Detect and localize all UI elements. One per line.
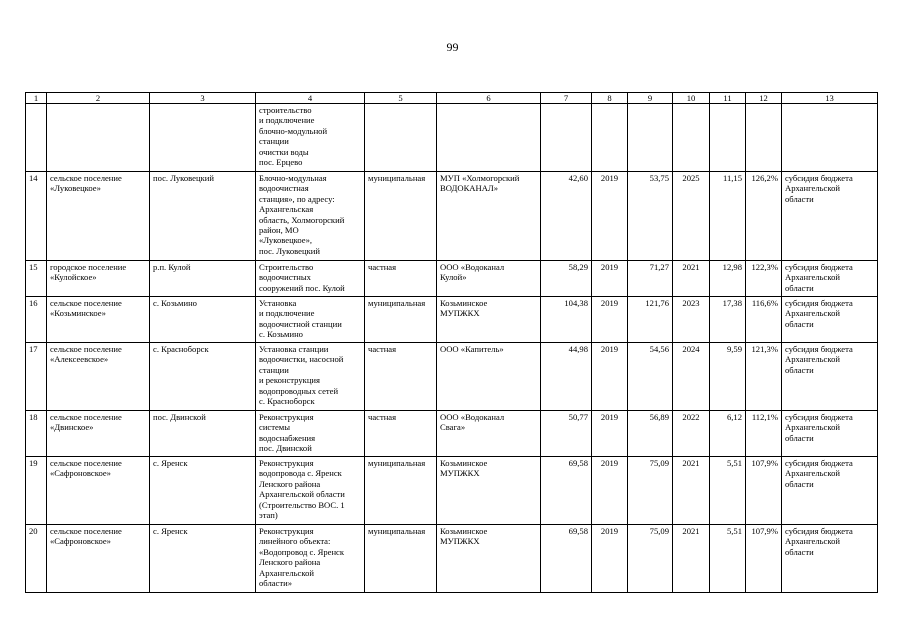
value-cell: 104,38 [541,297,592,343]
value-cell: 75,09 [628,525,673,593]
ownership-cell: муниципальная [365,172,437,261]
year-cell [673,104,710,172]
settlement-cell: сельское поселение «Козьминское» [47,297,150,343]
value-cell: 69,58 [541,525,592,593]
table-row [26,457,878,525]
percent-cell: 107,9% [746,525,782,593]
operator-cell: Козьминское МУПЖКХ [437,525,541,593]
value-cell: 5,51 [710,457,746,525]
settlement-cell: сельское поселение «Двинское» [47,411,150,457]
percent-cell: 116,6% [746,297,782,343]
column-header: 11 [710,93,746,104]
year-cell: 2021 [673,457,710,525]
column-header: 10 [673,93,710,104]
project-cell: Реконструкция линейного объекта: «Водопровод с. Яренск Ленского района Архангельской области» [256,525,365,593]
value-cell: 42,60 [541,172,592,261]
operator-cell: МУП «Холмогорский ВОДОКАНАЛ» [437,172,541,261]
operator-cell: Козьминское МУПЖКХ [437,297,541,343]
year-cell: 2021 [673,261,710,297]
column-header: 6 [437,93,541,104]
year-cell: 2019 [592,172,628,261]
value-cell: 71,27 [628,261,673,297]
value-cell: 121,76 [628,297,673,343]
locality-cell: с. Козьмино [150,297,256,343]
value-cell: 5,51 [710,525,746,593]
operator-cell: ООО «Капитель» [437,343,541,411]
percent-cell: 122,3% [746,261,782,297]
operator-cell: ООО «Водоканал Свага» [437,411,541,457]
project-cell: Реконструкция водопровода с. Яренск Ленского района Архангельской области (Строительство ВОС. 1 этап) [256,457,365,525]
funding-cell: субсидия бюджета Архангельской области [782,297,878,343]
settlement-cell: сельское поселение «Сафроновское» [47,457,150,525]
value-cell: 44,98 [541,343,592,411]
percent-cell: 126,2% [746,172,782,261]
column-header: 3 [150,93,256,104]
row-number: 20 [26,525,47,593]
year-cell: 2021 [673,525,710,593]
value-cell [710,104,746,172]
percent-cell: 112,1% [746,411,782,457]
table-row [26,297,878,343]
row-number: 16 [26,297,47,343]
year-cell: 2024 [673,343,710,411]
column-header: 7 [541,93,592,104]
year-cell: 2025 [673,172,710,261]
locality-cell: с. Яренск [150,525,256,593]
year-cell: 2019 [592,343,628,411]
value-cell: 6,12 [710,411,746,457]
value-cell: 53,75 [628,172,673,261]
column-header: 1 [26,93,47,104]
funding-cell: субсидия бюджета Архангельской области [782,261,878,297]
year-cell: 2019 [592,411,628,457]
operator-cell: ООО «Водоканал Кулой» [437,261,541,297]
value-cell: 17,38 [710,297,746,343]
funding-cell: субсидия бюджета Архангельской области [782,343,878,411]
funding-cell: субсидия бюджета Архангельской области [782,525,878,593]
project-cell: Реконструкция системы водоснабжения пос. Двинской [256,411,365,457]
page-number: 99 [446,40,459,54]
operator-cell [437,104,541,172]
year-cell: 2019 [592,525,628,593]
project-cell: Установка и подключение водоочистной станции с. Козьмино [256,297,365,343]
settlement-cell: сельское поселение «Луковецкое» [47,172,150,261]
data-table [25,92,878,593]
column-header: 4 [256,93,365,104]
year-cell [592,104,628,172]
project-cell: Строительство водоочистных сооружений пос. Кулой [256,261,365,297]
table-row [26,172,878,261]
column-header: 5 [365,93,437,104]
funding-cell: субсидия бюджета Архангельской области [782,172,878,261]
column-header: 2 [47,93,150,104]
year-cell: 2019 [592,297,628,343]
value-cell: 11,15 [710,172,746,261]
ownership-cell: частная [365,411,437,457]
locality-cell: р.п. Кулой [150,261,256,297]
value-cell: 56,89 [628,411,673,457]
project-cell: Установка станции водоочистки, насосной станции и реконструкция водопроводных сетей с. Красноборск [256,343,365,411]
ownership-cell: муниципальная [365,457,437,525]
row-number: 15 [26,261,47,297]
year-cell: 2022 [673,411,710,457]
locality-cell: с. Красноборск [150,343,256,411]
row-number [26,104,47,172]
project-cell: строительство и подключение блочно-модульной станции очистки воды пос. Ерцево [256,104,365,172]
ownership-cell [365,104,437,172]
value-cell [628,104,673,172]
table-row [26,343,878,411]
table-row [26,261,878,297]
project-cell: Блочно-модульная водоочистная станция», по адресу: Архангельская область, Холмогорский район, МО «Луковецкое», пос. Луковецкий [256,172,365,261]
column-header: 9 [628,93,673,104]
percent-cell [746,104,782,172]
value-cell: 50,77 [541,411,592,457]
settlement-cell: сельское поселение «Алексеевское» [47,343,150,411]
year-cell: 2019 [592,261,628,297]
locality-cell: пос. Двинской [150,411,256,457]
funding-cell [782,104,878,172]
ownership-cell: муниципальная [365,525,437,593]
value-cell: 75,09 [628,457,673,525]
row-number: 14 [26,172,47,261]
funding-cell: субсидия бюджета Архангельской области [782,411,878,457]
row-number: 18 [26,411,47,457]
header-row [26,93,878,104]
column-header: 13 [782,93,878,104]
percent-cell: 107,9% [746,457,782,525]
value-cell: 9,59 [710,343,746,411]
operator-cell: Козьминское МУПЖКХ [437,457,541,525]
locality-cell: пос. Луковецкий [150,172,256,261]
value-cell [541,104,592,172]
settlement-cell [47,104,150,172]
funding-cell: субсидия бюджета Архангельской области [782,457,878,525]
row-number: 17 [26,343,47,411]
value-cell: 69,58 [541,457,592,525]
locality-cell: с. Яренск [150,457,256,525]
table-row [26,411,878,457]
ownership-cell: частная [365,343,437,411]
value-cell: 12,98 [710,261,746,297]
value-cell: 58,29 [541,261,592,297]
row-number: 19 [26,457,47,525]
settlement-cell: сельское поселение «Сафроновское» [47,525,150,593]
percent-cell: 121,3% [746,343,782,411]
year-cell: 2023 [673,297,710,343]
year-cell: 2019 [592,457,628,525]
ownership-cell: частная [365,261,437,297]
settlement-cell: городское поселение «Кулойское» [47,261,150,297]
locality-cell [150,104,256,172]
table-row [26,525,878,593]
ownership-cell: муниципальная [365,297,437,343]
column-header: 12 [746,93,782,104]
table-row [26,104,878,172]
column-header: 8 [592,93,628,104]
value-cell: 54,56 [628,343,673,411]
